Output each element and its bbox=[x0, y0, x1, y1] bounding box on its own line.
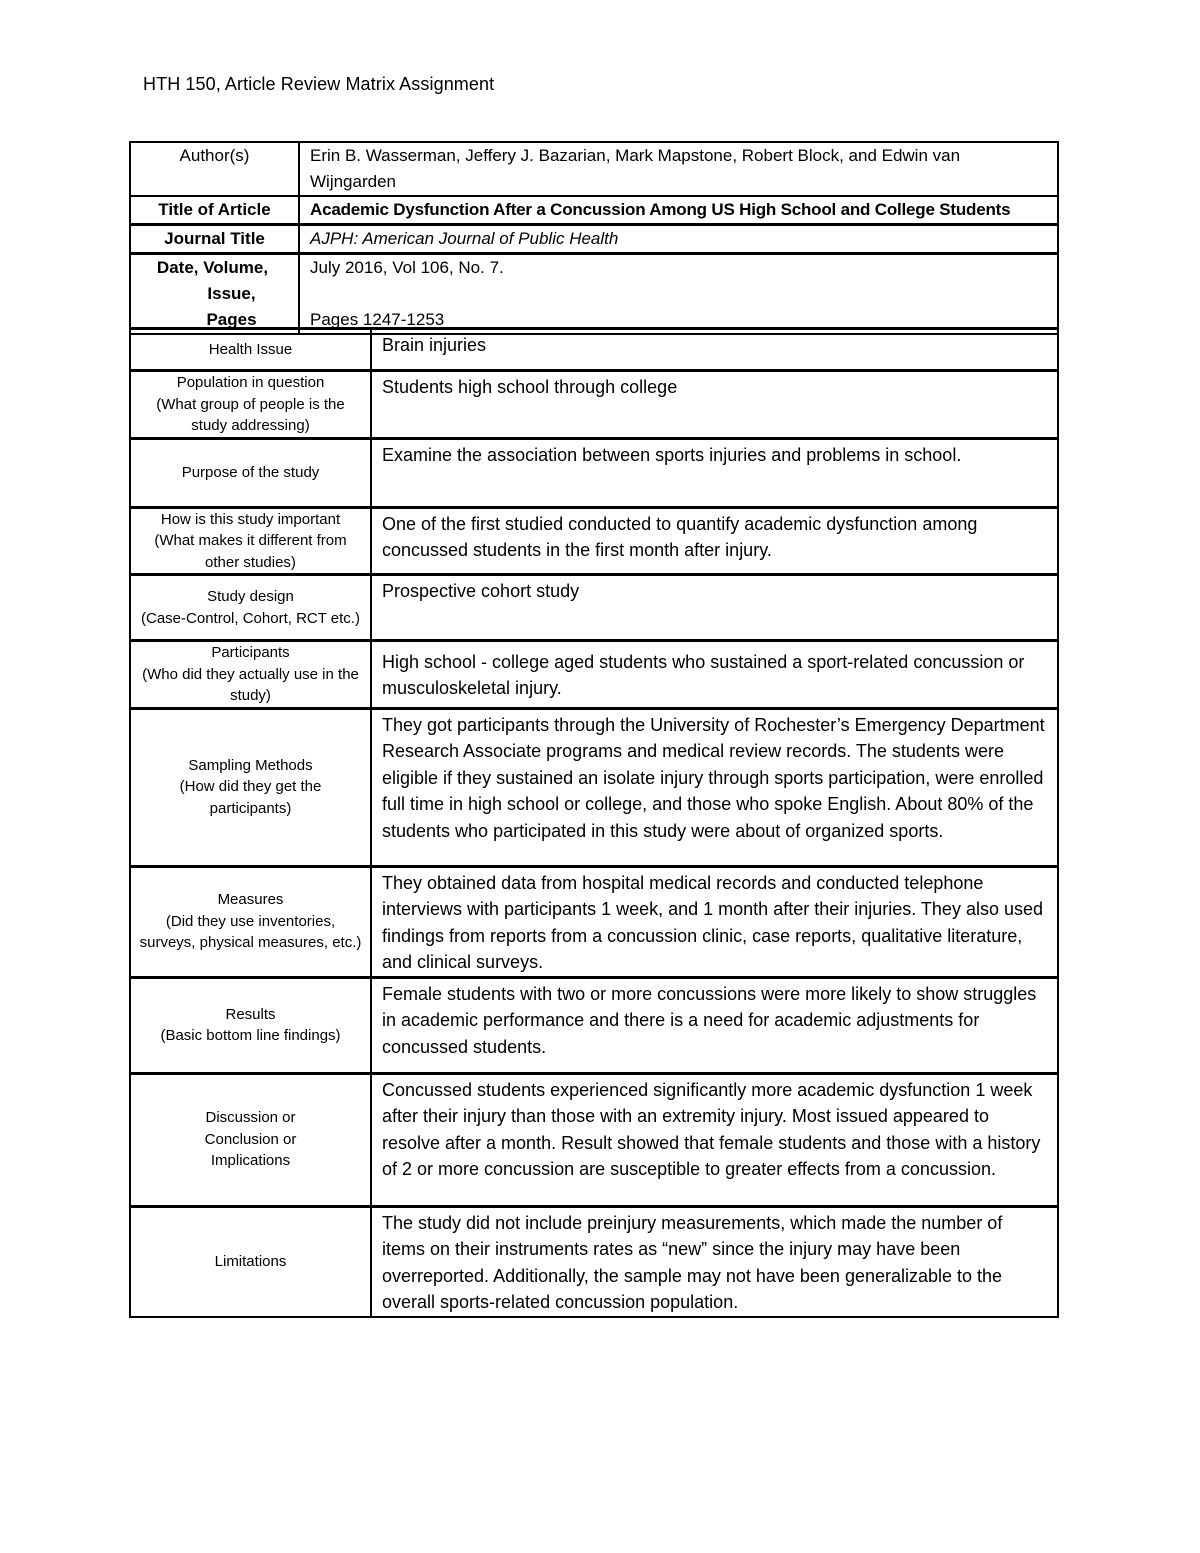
results-label-hint: (Basic bottom line findings) bbox=[160, 1027, 341, 1044]
participants-row bbox=[130, 641, 1058, 709]
measures-label-title: Measures bbox=[217, 891, 284, 909]
health-issue-value: Brain injuries bbox=[371, 329, 1058, 371]
participants-label-title: Participants bbox=[211, 644, 290, 661]
date-row bbox=[130, 254, 1058, 335]
measures-row bbox=[130, 866, 1058, 977]
design-label-title: Study design bbox=[207, 588, 294, 605]
article-title-row bbox=[130, 196, 1058, 225]
population-label-title: Population in question bbox=[176, 374, 325, 391]
design-value: Prospective cohort study bbox=[371, 575, 1058, 641]
date-value bbox=[299, 254, 1058, 335]
measures-value: They obtained data from hospital medical records and conducted telephone interviews with participants 1 week, and 1 month after their injuries. They also used findings from reports from a concussion clinic, case reports, qualitative literature, and clinical surveys. bbox=[371, 866, 1058, 977]
purpose-label: Purpose of the study bbox=[130, 438, 371, 507]
importance-row bbox=[130, 507, 1058, 575]
date-label bbox=[130, 254, 299, 335]
journal-label: Journal Title bbox=[130, 225, 299, 254]
population-value: Students high school through college bbox=[371, 371, 1058, 439]
population-label-hint: (What group of people is the study addressing) bbox=[156, 395, 345, 434]
population-label bbox=[130, 371, 371, 439]
design-row bbox=[130, 575, 1058, 641]
authors-label: Author(s) bbox=[130, 142, 299, 196]
design-label-hint: (Case-Control, Cohort, RCT etc.) bbox=[141, 609, 360, 627]
results-row bbox=[130, 977, 1058, 1073]
sampling-row bbox=[130, 708, 1058, 866]
date-label-line-2: Issue, bbox=[207, 284, 256, 303]
limitations-label: Limitations bbox=[130, 1206, 371, 1317]
date-label-line-1: Date, Volume, bbox=[156, 258, 269, 277]
importance-value: One of the first studied conducted to quantify academic dysfunction among concussed students in the first month after injury. bbox=[371, 507, 1058, 575]
page-header: HTH 150, Article Review Matrix Assignment bbox=[143, 74, 495, 94]
sampling-label-title: Sampling Methods bbox=[188, 756, 313, 774]
discussion-label bbox=[130, 1073, 371, 1206]
measures-label bbox=[130, 866, 371, 977]
participants-label bbox=[130, 641, 371, 709]
article-title-label: Title of Article bbox=[130, 196, 299, 225]
date-label-line-3: Pages bbox=[206, 310, 257, 329]
purpose-row bbox=[130, 438, 1058, 507]
discussion-row bbox=[130, 1073, 1058, 1206]
sampling-value: They got participants through the University of Rochester’s Emergency Department Research Associate programs and medical review records. The students were eligible if they sustained an isolate injury through sports participation, were enrolled full time in high school or college, and those who spoke English. About 80% of the students who participated in this study were about of organized sports. bbox=[371, 708, 1058, 866]
pages-text: Pages 1247-1253 bbox=[310, 310, 445, 329]
authors-row bbox=[130, 142, 1058, 196]
article-title-value: Academic Dysfunction After a Concussion Among US High School and College Students bbox=[299, 196, 1058, 225]
population-row bbox=[130, 371, 1058, 439]
authors-value: Erin B. Wasserman, Jeffery J. Bazarian, Mark Mapstone, Robert Block, and Edwin van Wijngarden bbox=[299, 142, 1058, 196]
results-label bbox=[130, 977, 371, 1073]
sampling-label-hint: (How did they get the participants) bbox=[179, 778, 322, 817]
importance-label bbox=[130, 507, 371, 575]
results-value: Female students with two or more concussions were more likely to show struggles in academic performance and there is a need for academic adjustments for concussed students. bbox=[371, 977, 1058, 1073]
health-issue-label: Health Issue bbox=[130, 329, 371, 371]
participants-value: High school - college aged students who sustained a sport-related concussion or musculoskeletal injury. bbox=[371, 641, 1058, 709]
sampling-label bbox=[130, 708, 371, 866]
health-issue-row bbox=[130, 329, 1058, 371]
review-matrix-table bbox=[129, 327, 1059, 1318]
limitations-value: The study did not include preinjury measurements, which made the number of items on their instruments rates as “new” since the injury may have been overreported. Additionally, the sample may not have been generalizable to the overall sports-related concussion population. bbox=[371, 1206, 1058, 1317]
journal-value: AJPH: American Journal of Public Health bbox=[299, 225, 1058, 254]
discussion-label-line-2: Conclusion or bbox=[204, 1130, 297, 1148]
results-label-title: Results bbox=[225, 1005, 276, 1023]
date-volume-text: July 2016, Vol 106, No. 7. bbox=[310, 258, 504, 277]
discussion-label-line-1: Discussion or bbox=[205, 1109, 296, 1127]
purpose-value: Examine the association between sports injuries and problems in school. bbox=[371, 438, 1058, 507]
discussion-label-line-3: Implications bbox=[210, 1152, 291, 1170]
design-label bbox=[130, 575, 371, 641]
importance-label-hint: (What makes it different from other studies) bbox=[154, 532, 347, 571]
journal-row bbox=[130, 225, 1058, 254]
importance-label-title: How is this study important bbox=[160, 510, 341, 528]
discussion-value: Concussed students experienced significantly more academic dysfunction 1 week after their injury than those with an extremity injury. Most issued appeared to resolve after a month. Result showed that female students and those with a history of 2 or more concussion are susceptible to greater effects from a concussion. bbox=[371, 1073, 1058, 1206]
limitations-row bbox=[130, 1206, 1058, 1317]
citation-table bbox=[129, 141, 1059, 335]
measures-label-hint: (Did they use inventories, surveys, physical measures, etc.) bbox=[139, 912, 362, 952]
participants-label-hint: (Who did they actually use in the study) bbox=[142, 665, 359, 704]
